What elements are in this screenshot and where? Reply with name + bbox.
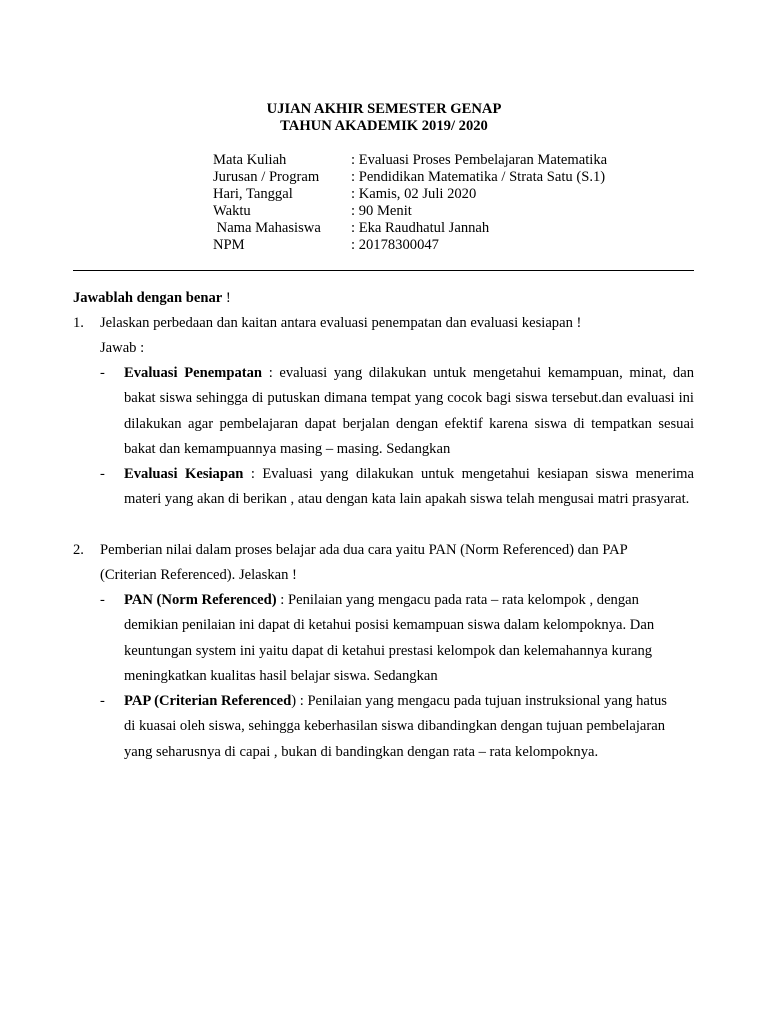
question-2-line1: Pemberian nilai dalam proses belajar ada dua cara yaitu PAN (Norm Referenced) dan PAP <box>100 542 628 558</box>
info-value: : Pendidikan Matematika / Strata Satu (S.1) <box>351 169 606 185</box>
info-value: : 90 Menit <box>351 203 412 219</box>
term: Evaluasi Kesiapan <box>124 466 244 482</box>
academic-year-title: TAHUN AKADEMIK 2019/ 2020 <box>280 118 488 134</box>
bullet-dash: - <box>100 693 105 709</box>
info-value: : 20178300047 <box>351 237 439 253</box>
definition: ) : Penilaian yang mengacu pada tujuan instruksional yang hatus di kuasai oleh siswa, sehingga keberhasilan siswa dibandingkan dengan tujuan pembelajaran yang seharusnya di capai , bukan di bandingkan dengan rata – rata kelompoknya. <box>124 693 667 760</box>
info-label: Mata Kuliah <box>213 152 287 168</box>
answer-placement-evaluation <box>124 361 694 462</box>
question-number: 2. <box>73 542 84 558</box>
info-label: Nama Mahasiswa <box>213 220 321 236</box>
answer-label: Jawab : <box>100 340 145 356</box>
info-value: : Kamis, 02 Juli 2020 <box>351 186 477 202</box>
instruction-bold: Jawablah dengan benar <box>73 290 223 306</box>
instruction <box>73 286 231 311</box>
question-2-line2: (Criterian Referenced). Jelaskan ! <box>100 567 297 583</box>
info-label: Jurusan / Program <box>213 169 320 185</box>
info-label: Waktu <box>213 203 251 219</box>
info-label: Hari, Tanggal <box>213 186 293 202</box>
definition: : evaluasi yang dilakukan untuk mengetahui kemampuan, minat, dan bakat siswa sehingga di putuskan dimana tempat yang cocok bagi siswa tersebut.dan evaluasi ini dilakukan agar pembelajaran dapat berjalan dengan efektif karena siswa di tempatkan sesuai bakat dan kemampuannya masing – masing. Sedangkan <box>124 365 694 457</box>
bullet-dash: - <box>100 592 105 608</box>
instruction-rest: ! <box>222 290 231 306</box>
question-number: 1. <box>73 315 84 331</box>
term: PAN (Norm Referenced) <box>124 592 277 608</box>
bullet-dash: - <box>100 365 105 381</box>
answer-readiness-evaluation <box>124 462 694 513</box>
info-value: : Evaluasi Proses Pembelajaran Matematika <box>351 152 608 168</box>
question-1-text: Jelaskan perbedaan dan kaitan antara evaluasi penempatan dan evaluasi kesiapan ! <box>100 315 582 331</box>
definition: : Penilaian yang mengacu pada rata – rata kelompok , dengan demikian penilaian ini dapat di ketahui posisi kemampuan siswa dalam kelompoknya. Dan keuntungan system ini yaitu dapat di ketahui prestasi kelompok dan kelemahannya kurang meningkatkan kualitas hasil belajar siswa. Sedangkan <box>124 592 655 684</box>
definition: : Evaluasi yang dilakukan untuk mengetahui kesiapan siswa menerima materi yang akan di berikan , atau dengan kata lain apakah siswa telah mengusai matri prasyarat. <box>124 466 694 508</box>
term: PAP (Criterian Referenced <box>124 693 292 709</box>
answer-pan <box>124 588 690 689</box>
answer-pap <box>124 689 679 765</box>
header-divider <box>73 270 694 271</box>
info-value: : Eka Raudhatul Jannah <box>351 220 490 236</box>
bullet-dash: - <box>100 466 105 482</box>
term: Evaluasi Penempatan <box>124 365 263 381</box>
exam-title: UJIAN AKHIR SEMESTER GENAP <box>266 101 502 117</box>
info-label: NPM <box>213 237 245 253</box>
